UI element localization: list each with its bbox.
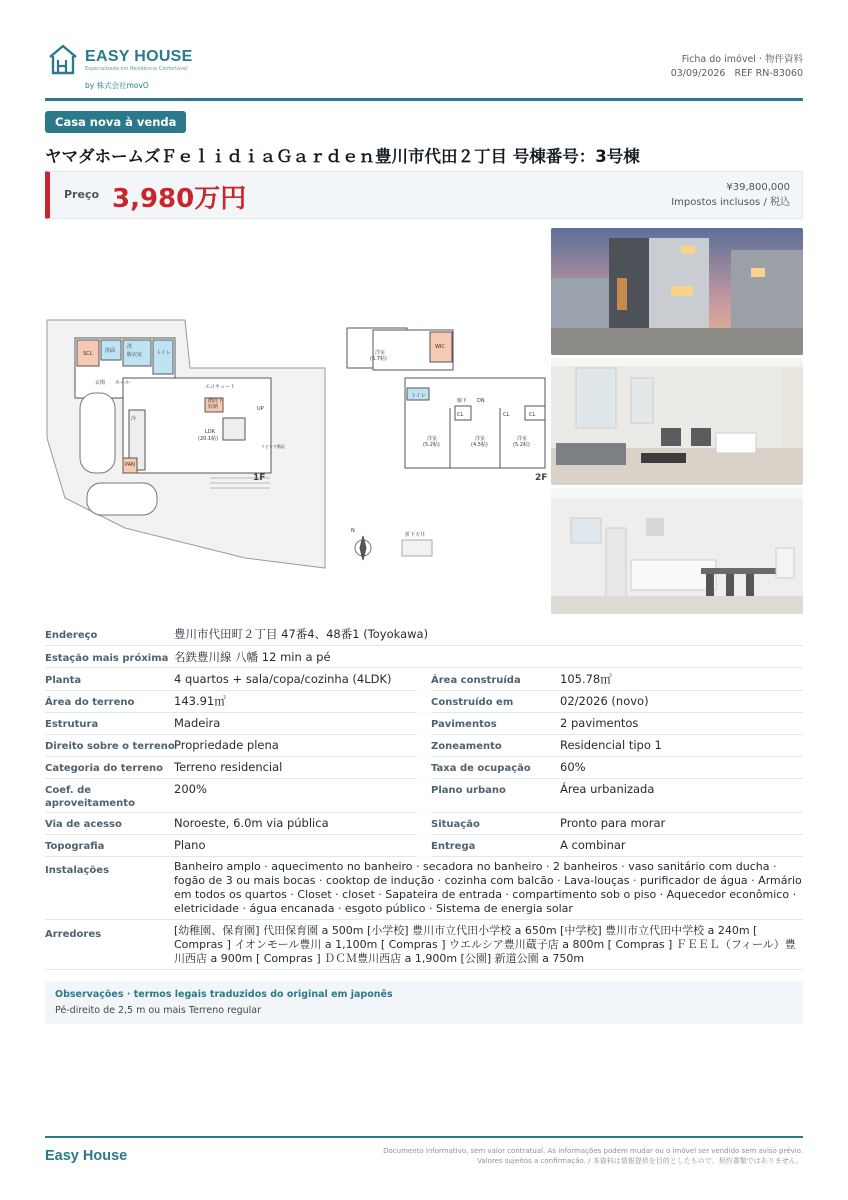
spec-value: Propriedade plena [174, 738, 279, 752]
svg-text:WIC: WIC [435, 344, 445, 350]
living-room-photo[interactable] [551, 358, 803, 485]
spec-value: [幼稚園、保育園] 代田保育園 a 500m [小学校] 豊川市立代田小学校 a 650m [中学校] 豊川市立代田中学校 a 240m [ Compras ] イオンモール豊川 a 1,100m [ Compras ] ウエルシア豊川蔵子店 a 800m [ Compras ] ＦＥＥＬ（フィール）豊川西店 a 900m [ Compras ] ＤＣＭ豊川西店 a 1,900m [公園] 新道公園 a 750m [174, 924, 796, 965]
spec-value: 200% [174, 782, 207, 796]
spec-label: Área do terreno [45, 697, 135, 708]
property-specs-table [45, 624, 803, 970]
svg-text:(6.7帖): (6.7帖) [370, 356, 387, 362]
compass-label: N [351, 528, 355, 534]
spec-label: Categoria do terreno [45, 763, 163, 774]
price-label: Preço [64, 188, 100, 201]
notes-box [45, 981, 803, 1024]
svg-text:エコキュート: エコキュート [205, 384, 236, 390]
spec-label: Direito sobre o terreno [45, 741, 175, 752]
spec-label: Estrutura [45, 719, 99, 730]
svg-text:UP: UP [257, 406, 264, 412]
svg-text:CL: CL [457, 412, 464, 418]
spec-row-grid [45, 812, 803, 834]
footer-divider [45, 1136, 803, 1138]
price-box [45, 171, 803, 219]
svg-text:SCL: SCL [83, 351, 93, 357]
svg-text:冷: 冷 [131, 416, 137, 422]
spec-value: 60% [560, 760, 586, 774]
spec-value: 105.78㎡ [560, 672, 612, 686]
spec-label: Zoneamento [431, 741, 502, 752]
floor-plan-image[interactable] [45, 318, 548, 578]
spec-row-grid [45, 834, 803, 856]
document-meta [671, 53, 803, 81]
spec-row-grid [45, 690, 803, 712]
footer-disclaimer: Documento informativo, sem valor contratual. As informações podem mudar ou o imóvel ser vendido sem aviso prévio. Valores sujeitos a confirmação. / 本資料は情報提供を目的としたもので、契約書類ではありません。 [383, 1147, 803, 1165]
notes-title: Observações · termos legais traduzidos do original em japonês [55, 989, 393, 1000]
svg-text:階段下: 階段下 [208, 398, 224, 404]
spec-row-grid [45, 734, 803, 756]
document-ref: REF RN-83060 [734, 68, 803, 79]
svg-text:洋室: 洋室 [475, 436, 486, 442]
listing-title: ヤマダホームズＦｅｌｉｄｉａＧａｒｄｅｎ豊川市代田２丁目 号棟番号：3号棟 [45, 147, 640, 166]
svg-text:脱衣室: 脱衣室 [127, 352, 143, 358]
svg-text:洋室: 洋室 [517, 436, 528, 442]
svg-text:DN: DN [477, 398, 485, 404]
svg-text:洗: 洗 [127, 344, 133, 350]
spec-label: Planta [45, 675, 82, 686]
spec-label: Pavimentos [431, 719, 497, 730]
spec-value: Terreno residencial [174, 760, 283, 774]
header-divider [45, 98, 803, 101]
price-tax-note: Impostos inclusos / 税込 [671, 197, 790, 208]
brand-tagline: Especializada em Residência Confortável [85, 66, 188, 72]
svg-text:(20.1帖): (20.1帖) [198, 436, 219, 442]
spec-row-grid [45, 712, 803, 734]
spec-label: Situação [431, 819, 480, 830]
svg-text:玄関: 玄関 [95, 380, 106, 386]
spec-value: 02/2026 (novo) [560, 694, 649, 708]
spec-row-address [45, 624, 803, 646]
svg-text:(4.5帖): (4.5帖) [471, 442, 488, 448]
spec-value: Residencial tipo 1 [560, 738, 662, 752]
kitchen-photo[interactable] [551, 488, 803, 614]
svg-text:(5.2帖): (5.2帖) [513, 442, 530, 448]
brand-logo[interactable] [45, 40, 205, 95]
spec-label: Estação mais próxima [45, 653, 169, 664]
spec-value: Plano [174, 838, 206, 852]
spec-row-grid [45, 668, 803, 690]
house-logo-icon [47, 43, 79, 75]
document-type: Ficha do imóvel · 物件資料 [681, 54, 803, 65]
spec-value: 143.91㎡ [174, 694, 226, 708]
listing-badge: Casa nova à venda [45, 111, 186, 133]
svg-text:折下天井: 折下天井 [405, 532, 426, 538]
svg-text:トイレ: トイレ [156, 350, 171, 356]
spec-value: Madeira [174, 716, 221, 730]
svg-text:洋室: 洋室 [427, 436, 438, 442]
exterior-photo[interactable] [551, 228, 803, 355]
document-date: 03/09/2026 [670, 68, 726, 79]
spec-label: Via de acesso [45, 819, 122, 830]
spec-label: Plano urbano [431, 785, 506, 796]
image-gallery [45, 228, 803, 614]
spec-row-station [45, 646, 803, 668]
spec-label: Coef. de aproveitamento [45, 785, 135, 809]
spec-label: Construído em [431, 697, 514, 708]
svg-text:リビング階段: リビング階段 [261, 444, 285, 449]
spec-row-grid [45, 778, 803, 812]
svg-text:CL: CL [529, 412, 536, 418]
spec-label: Entrega [431, 841, 476, 852]
svg-text:ホール: ホール [115, 380, 130, 386]
spec-row-facilities [45, 856, 803, 920]
page-header [45, 40, 803, 100]
svg-text:CL: CL [503, 412, 510, 418]
notes-text: Pé-direito de 2,5 m ou mais Terreno regular [55, 1005, 262, 1016]
footer-brand: Easy House [45, 1148, 128, 1164]
spec-label: Topografia [45, 841, 105, 852]
floor-2f-label: 2F [535, 473, 548, 483]
svg-text:収納: 収納 [208, 404, 219, 410]
spec-label: Endereço [45, 630, 98, 641]
floor-1f-label: 1F [253, 473, 266, 483]
spec-value: Pronto para morar [560, 816, 666, 830]
price-yen: ¥39,800,000 [726, 182, 790, 193]
svg-text:トイレ: トイレ [411, 393, 426, 399]
spec-value: Área urbanizada [560, 782, 655, 796]
spec-label: Taxa de ocupação [431, 763, 531, 774]
spec-value: Noroeste, 6.0m via pública [174, 816, 329, 830]
svg-text:洗面: 洗面 [105, 348, 116, 354]
spec-label: Arredores [45, 929, 102, 940]
price-value: 3,980万円 [112, 184, 247, 214]
spec-label: Instalações [45, 865, 110, 876]
spec-label: Área construída [431, 675, 521, 686]
brand-company: by 株式会社movO [85, 81, 149, 90]
svg-text:PAN: PAN [125, 462, 135, 468]
svg-text:洋室: 洋室 [375, 350, 386, 356]
spec-row-surroundings [45, 920, 803, 970]
brand-name: EASY HOUSE [85, 48, 193, 65]
spec-row-grid [45, 756, 803, 778]
svg-text:(5.2帖): (5.2帖) [423, 442, 440, 448]
price-details [671, 180, 790, 210]
spec-value: A combinar [560, 838, 626, 852]
spec-value: Banheiro amplo · aquecimento no banheiro · secadora no banheiro · 2 banheiros · vaso sanitário com ducha · fogão de 3 ou mais bocas · cooktop de indução · cozinha com balcão · Lava-louças · purificador de água · Armário em todos os quartos · Closet · closet · Sapateira de entrada · compartimento sob o piso · Aquecedor econômico · eletricidade · água encanada · esgoto público · Sistema de energia solar [174, 860, 802, 915]
spec-value: 名鉄豊川線 八幡 12 min a pé [174, 650, 331, 664]
spec-value: 豊川市代田町２丁目 47番4、48番1 (Toyokawa) [174, 627, 429, 641]
spec-value: 2 pavimentos [560, 716, 639, 730]
spec-value: 4 quartos + sala/copa/cozinha (4LDK) [174, 672, 392, 686]
svg-text:廊下: 廊下 [457, 398, 468, 404]
svg-text:LDK: LDK [205, 429, 215, 435]
